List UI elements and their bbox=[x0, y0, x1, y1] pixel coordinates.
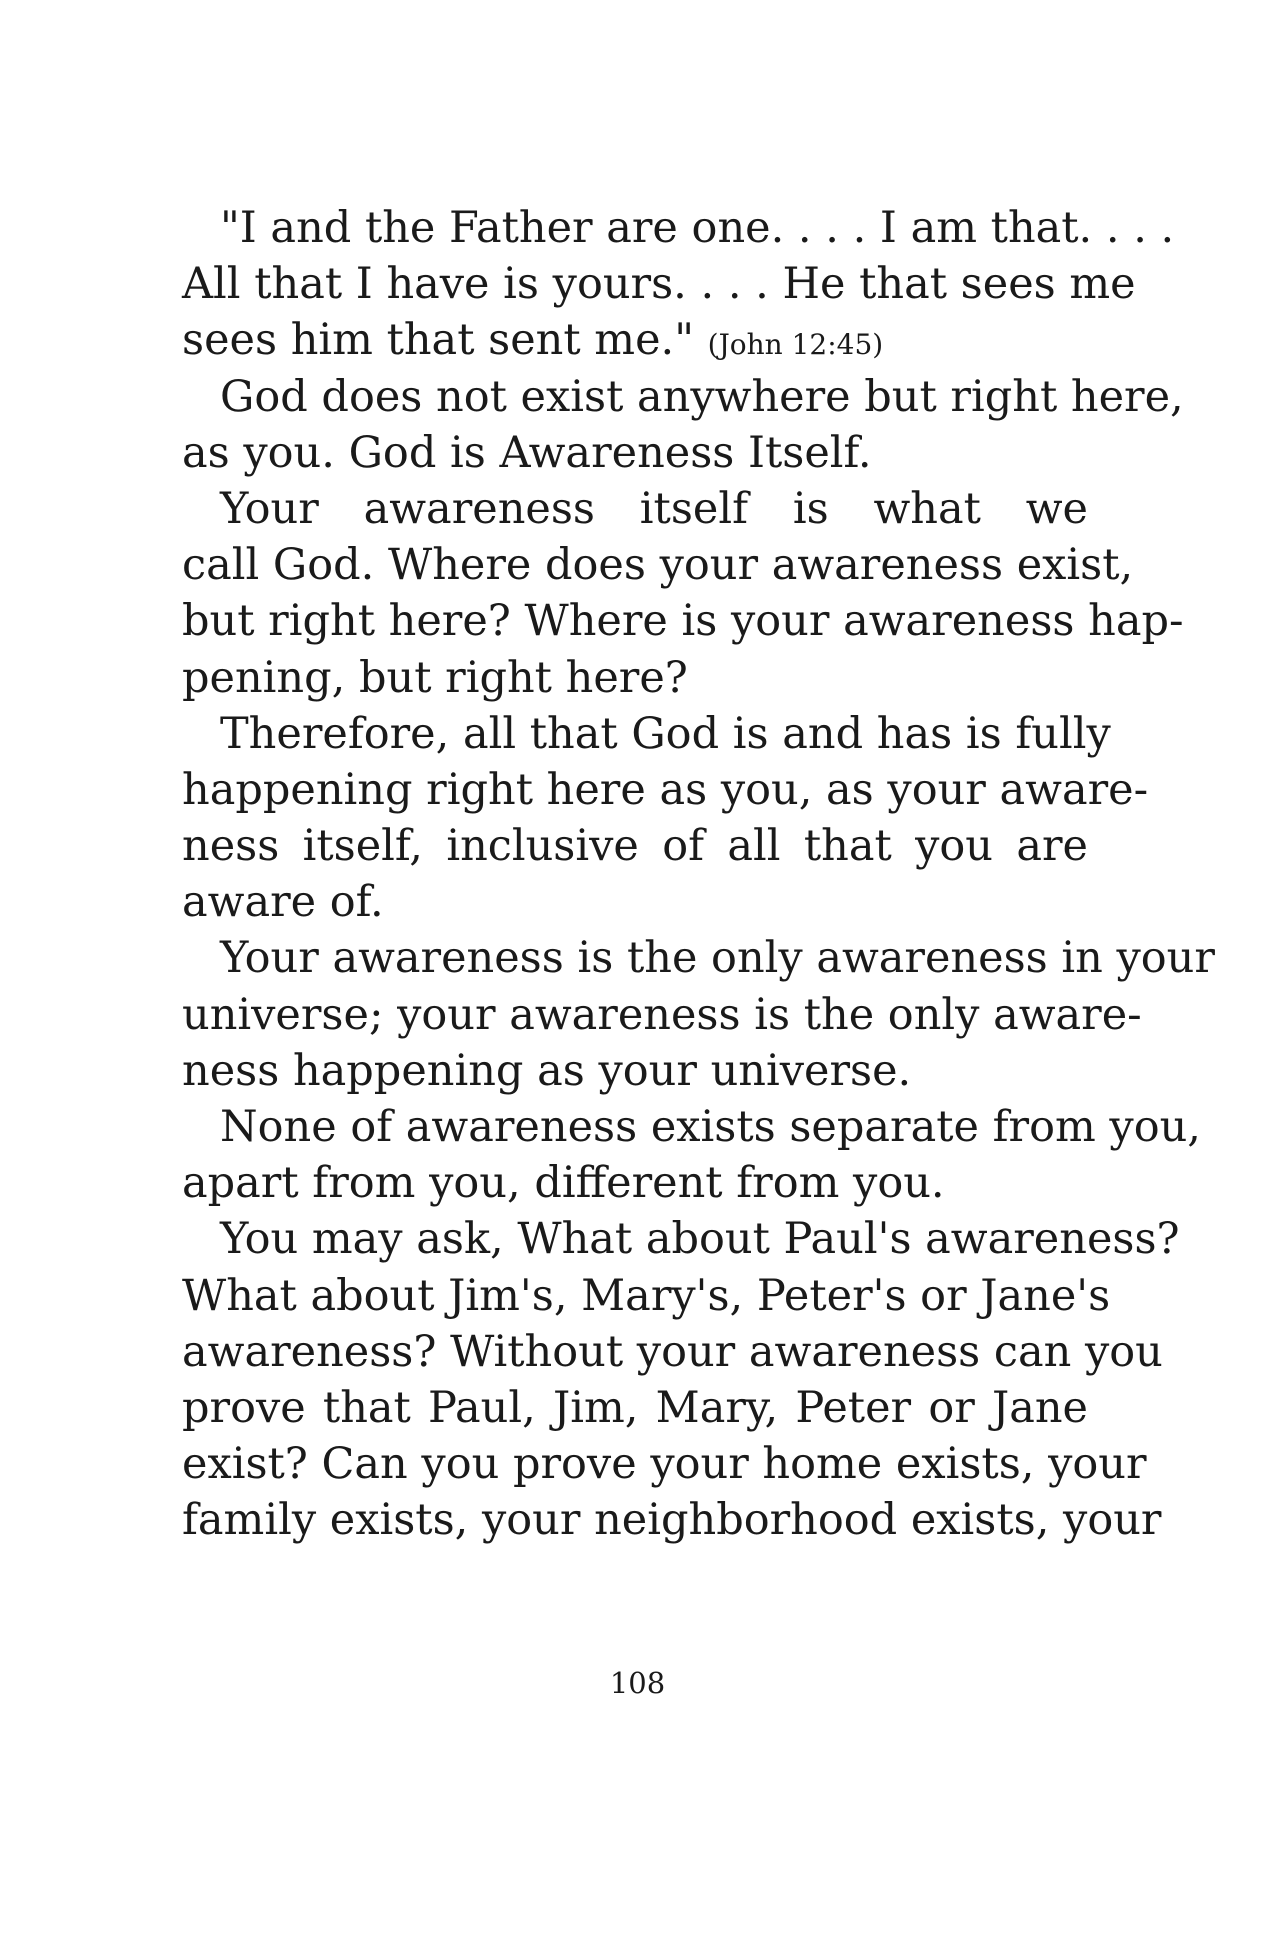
paragraph bbox=[182, 706, 1149, 931]
text-line: universe; your awareness is the only aware- bbox=[182, 989, 1142, 1040]
text-line: None of awareness exists separate from you, bbox=[220, 1102, 1201, 1152]
text-line: pening, but right here? bbox=[182, 652, 688, 703]
body-text bbox=[182, 200, 1215, 1549]
text-line: happening right here as you, as your aware- bbox=[182, 764, 1149, 815]
paragraph bbox=[182, 481, 1184, 706]
paragraph bbox=[182, 1211, 1180, 1548]
text-line: aware of. bbox=[182, 877, 384, 928]
text-line: Your awareness is the only awareness in your bbox=[220, 933, 1215, 984]
text-line: family exists, your neighborhood exists, your bbox=[182, 1495, 1162, 1546]
page-number: 108 bbox=[609, 1666, 666, 1700]
paragraph bbox=[182, 200, 1175, 369]
text-line: apart from you, different from you. bbox=[182, 1158, 945, 1209]
text-line: Therefore, all that God is and has is fully bbox=[220, 708, 1111, 759]
paragraph bbox=[182, 369, 1184, 481]
paragraph bbox=[182, 930, 1215, 1099]
text-line: awareness? Without your awareness can you bbox=[182, 1326, 1163, 1377]
text-line: What about Jim's, Mary's, Peter's or Jane's bbox=[182, 1270, 1111, 1321]
text-line: God does not exist anywhere but right here, bbox=[220, 371, 1184, 422]
scripture-citation: (John 12:45) bbox=[707, 328, 884, 362]
text-line bbox=[182, 312, 1088, 368]
text-line: "I and the Father are one. . . . I am that. . . . bbox=[220, 203, 1175, 253]
text-line-content: sees him that sent me." bbox=[182, 315, 694, 366]
text-line: exist? Can you prove your home exists, your bbox=[182, 1439, 1147, 1490]
text-line: You may ask, What about Paul's awareness? bbox=[220, 1214, 1180, 1265]
text-line: Your awareness itself is what we bbox=[220, 483, 1088, 534]
text-line: but right here? Where is your awareness hap- bbox=[182, 596, 1184, 647]
text-line: ness happening as your universe. bbox=[182, 1045, 912, 1096]
text-line: prove that Paul, Jim, Mary, Peter or Jane bbox=[182, 1382, 1088, 1433]
text-line: ness itself, inclusive of all that you are bbox=[182, 821, 1088, 872]
text-line: call God. Where does your awareness exist, bbox=[182, 540, 1134, 591]
paragraph bbox=[182, 1099, 1201, 1211]
text-line: as you. God is Awareness Itself. bbox=[182, 427, 872, 478]
text-line: All that I have is yours. . . . He that sees me bbox=[182, 259, 1136, 310]
